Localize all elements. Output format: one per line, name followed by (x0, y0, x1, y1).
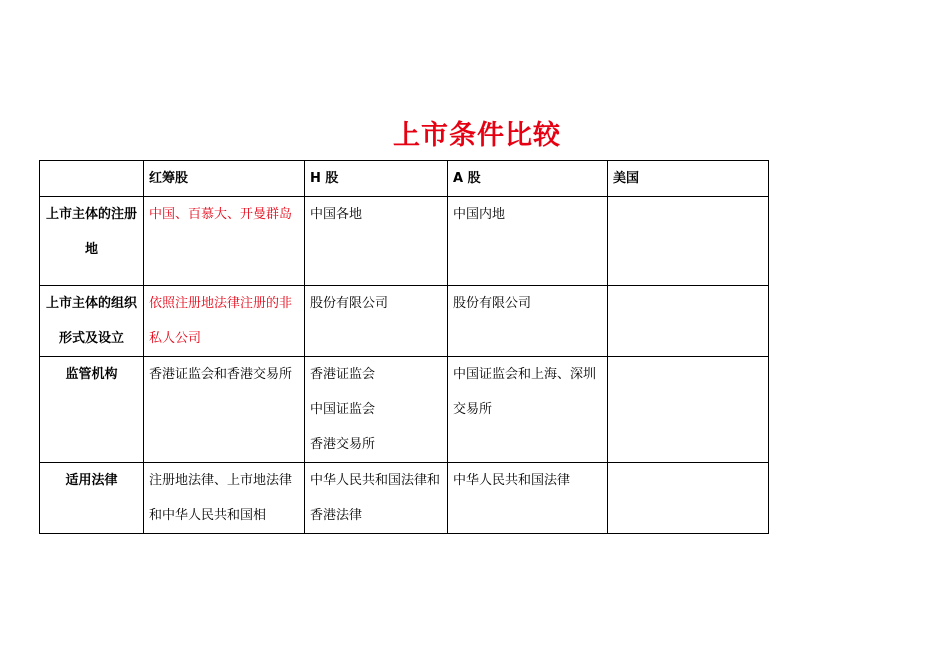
cell-line: 中华人民共和国法律和香港法律 (310, 473, 441, 523)
page-title: 上市条件比较 (393, 120, 561, 151)
table-header-row (40, 161, 769, 197)
cell-red-chip: 注册地法律、上市地法律和中华人民共和国相 (144, 463, 305, 534)
table-row (40, 197, 769, 286)
table-row (40, 463, 769, 534)
cell-h-share (305, 286, 448, 357)
header-cell-a-share: A 股 (448, 161, 608, 197)
row-label: 适用法律 (40, 463, 144, 534)
cell-usa (608, 357, 769, 463)
cell-usa (608, 197, 769, 286)
header-cell-usa: 美国 (608, 161, 769, 197)
header-cell-red-chip: 红筹股 (144, 161, 305, 197)
cell-h-share (305, 197, 448, 286)
cell-h-share (305, 357, 448, 463)
cell-line: 中国各地 (310, 207, 363, 222)
table-row (40, 286, 769, 357)
cell-line: 中国证监会 (310, 402, 376, 417)
cell-h-share (305, 463, 448, 534)
cell-a-share: 中国证监会和上海、深圳交易所 (448, 357, 608, 463)
cell-red-chip: 香港证监会和香港交易所 (144, 357, 305, 463)
cell-a-share: 中华人民共和国法律 (448, 463, 608, 534)
row-label: 上市主体的注册地 (40, 197, 144, 286)
cell-red-chip: 依照注册地法律注册的非私人公司 (144, 286, 305, 357)
row-label: 监管机构 (40, 357, 144, 463)
header-cell-h-share: H 股 (305, 161, 448, 197)
header-cell-empty (40, 161, 144, 197)
row-label: 上市主体的组织形式及设立 (40, 286, 144, 357)
cell-usa (608, 286, 769, 357)
cell-red-chip: 中国、百慕大、开曼群岛 (144, 197, 305, 286)
cell-a-share: 股份有限公司 (448, 286, 608, 357)
cell-usa (608, 463, 769, 534)
table-row (40, 357, 769, 463)
comparison-table (39, 160, 769, 534)
cell-line: 香港证监会 (310, 367, 376, 382)
cell-line: 股份有限公司 (310, 296, 389, 311)
cell-a-share: 中国内地 (448, 197, 608, 286)
cell-line: 香港交易所 (310, 437, 376, 452)
